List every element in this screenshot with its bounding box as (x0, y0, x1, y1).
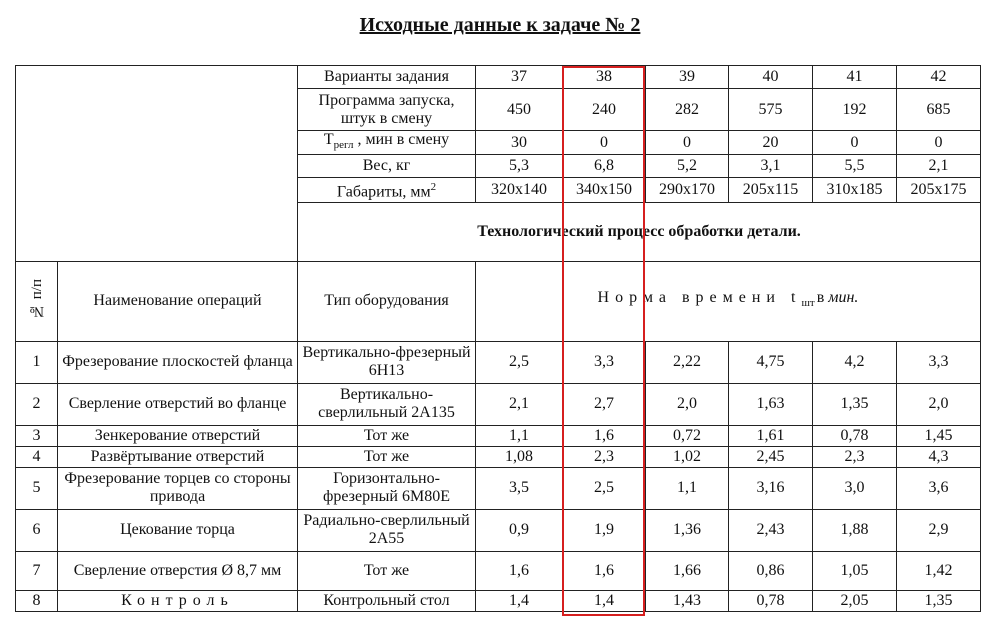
num-header (16, 261, 58, 341)
operation-row (16, 467, 981, 509)
equipment-type: Вертикально-сверлильный 2А135 (298, 383, 476, 425)
variants-label: Варианты задания (298, 66, 476, 89)
norm-header-suffix: в (816, 289, 825, 307)
time-norm-value: 1,6 (476, 551, 563, 590)
time-norm-value: 1,35 (897, 590, 981, 611)
operation-number: 5 (16, 467, 58, 509)
operation-row (16, 341, 981, 383)
time-norm-value: 4,2 (813, 341, 897, 383)
time-norm-value: 1,63 (729, 383, 813, 425)
time-norm-value: 3,16 (729, 467, 813, 509)
param-value: 5,3 (476, 155, 563, 178)
time-norm-value: 1,6 (563, 551, 646, 590)
time-norm-value: 2,5 (563, 467, 646, 509)
variants-row (16, 66, 981, 89)
param-value: 3,1 (729, 155, 813, 178)
param-value: 2,1 (897, 155, 981, 178)
empty-corner (16, 66, 298, 262)
variant-number: 41 (813, 66, 897, 89)
time-norm-value: 2,9 (897, 509, 981, 551)
equipment-type: Контрольный стол (298, 590, 476, 611)
param-value: 340x150 (563, 178, 646, 202)
norm-header (476, 261, 981, 341)
operation-number: 4 (16, 446, 58, 467)
time-norm-value: 4,3 (897, 446, 981, 467)
param-value: 685 (897, 89, 981, 131)
param-value: 6,8 (563, 155, 646, 178)
operation-number: 2 (16, 383, 58, 425)
param-value: 205x115 (729, 178, 813, 202)
time-norm-value: 1,66 (646, 551, 729, 590)
time-norm-value: 1,08 (476, 446, 563, 467)
equipment-type: Тот же (298, 425, 476, 446)
equipment-type: Вертикально-фрезерный 6Н13 (298, 341, 476, 383)
operation-number: 3 (16, 425, 58, 446)
time-norm-value: 1,02 (646, 446, 729, 467)
time-norm-value: 4,75 (729, 341, 813, 383)
time-norm-value: 2,3 (563, 446, 646, 467)
param-value: 5,2 (646, 155, 729, 178)
time-norm-value: 2,43 (729, 509, 813, 551)
operation-row (16, 590, 981, 611)
num-header-text: № п/п (28, 278, 45, 319)
process-title: Технологический процесс обработки детали. (298, 202, 981, 261)
operation-row (16, 383, 981, 425)
time-norm-value: 1,42 (897, 551, 981, 590)
equipment-header: Тип оборудования (298, 261, 476, 341)
param-value: 30 (476, 131, 563, 155)
operation-name: Развёртывание отверстий (58, 446, 298, 467)
time-norm-value: 0,9 (476, 509, 563, 551)
param-value: 290x170 (646, 178, 729, 202)
variant-number: 40 (729, 66, 813, 89)
variant-number: 42 (897, 66, 981, 89)
param-value: 240 (563, 89, 646, 131)
time-norm-value: 3,5 (476, 467, 563, 509)
param-value: 310x185 (813, 178, 897, 202)
equipment-type: Тот же (298, 446, 476, 467)
param-label: Вес, кг (298, 155, 476, 178)
time-norm-value: 1,1 (476, 425, 563, 446)
time-norm-value: 1,4 (476, 590, 563, 611)
time-norm-value: 2,45 (729, 446, 813, 467)
variant-number: 37 (476, 66, 563, 89)
operation-name: Фрезерование торцев со стороны привода (58, 467, 298, 509)
time-norm-value: 1,9 (563, 509, 646, 551)
equipment-type: Радиально-сверлильный 2А55 (298, 509, 476, 551)
equipment-type: Горизонтально-фрезерный 6М80Е (298, 467, 476, 509)
operation-name: Контроль (58, 590, 298, 611)
operation-name: Цекование торца (58, 509, 298, 551)
param-value: 0 (897, 131, 981, 155)
param-label: Программа запуска, штук в смену (298, 89, 476, 131)
param-value: 0 (563, 131, 646, 155)
time-norm-value: 2,3 (813, 446, 897, 467)
time-norm-value: 1,05 (813, 551, 897, 590)
param-value: 20 (729, 131, 813, 155)
time-norm-value: 0,78 (813, 425, 897, 446)
param-value: 282 (646, 89, 729, 131)
operation-row (16, 446, 981, 467)
page-title: Исходные данные к задаче № 2 (359, 14, 641, 36)
param-value: 192 (813, 89, 897, 131)
operation-row (16, 425, 981, 446)
variant-number: 38 (563, 66, 646, 89)
operation-number: 7 (16, 551, 58, 590)
operation-number: 1 (16, 341, 58, 383)
time-norm-value: 1,6 (563, 425, 646, 446)
operation-name: Сверление отверстия Ø 8,7 мм (58, 551, 298, 590)
param-value: 205x175 (897, 178, 981, 202)
param-value: 575 (729, 89, 813, 131)
param-label: $T_{регл}$ , мин в смену (298, 131, 476, 155)
time-norm-value: 1,61 (729, 425, 813, 446)
task-data-table (15, 65, 981, 612)
time-norm-value: 2,0 (646, 383, 729, 425)
operation-name: Сверление отверстий во фланце (58, 383, 298, 425)
operation-number: 6 (16, 509, 58, 551)
operation-header: Наименование операций (58, 261, 298, 341)
norm-header-unit: мин. (828, 289, 859, 307)
equipment-type: Тот же (298, 551, 476, 590)
time-norm-value: 1,45 (897, 425, 981, 446)
column-headers-row (16, 261, 981, 341)
time-norm-value: 0,86 (729, 551, 813, 590)
time-norm-value: 0,78 (729, 590, 813, 611)
time-norm-value: 1,35 (813, 383, 897, 425)
param-value: 450 (476, 89, 563, 131)
norm-header-text: Норма времени t (597, 289, 802, 307)
time-norm-value: 3,3 (897, 341, 981, 383)
time-norm-value: 0,72 (646, 425, 729, 446)
param-label: Габариты, $мм^2$ (298, 178, 476, 202)
time-norm-value: 3,3 (563, 341, 646, 383)
param-value: 0 (813, 131, 897, 155)
time-norm-value: 2,1 (476, 383, 563, 425)
time-norm-value: 2,05 (813, 590, 897, 611)
time-norm-value: 1,4 (563, 590, 646, 611)
operation-row (16, 509, 981, 551)
param-value: 0 (646, 131, 729, 155)
time-norm-value: 2,22 (646, 341, 729, 383)
operation-number: 8 (16, 590, 58, 611)
operation-row (16, 551, 981, 590)
param-value: 5,5 (813, 155, 897, 178)
param-value: 320x140 (476, 178, 563, 202)
variant-number: 39 (646, 66, 729, 89)
time-norm-value: 3,6 (897, 467, 981, 509)
time-norm-value: 2,0 (897, 383, 981, 425)
time-norm-value: 1,88 (813, 509, 897, 551)
operation-name: Зенкерование отверстий (58, 425, 298, 446)
norm-header-subscript: шт (801, 297, 815, 310)
time-norm-value: 1,36 (646, 509, 729, 551)
time-norm-value: 2,5 (476, 341, 563, 383)
operation-name: Фрезерование плоскостей фланца (58, 341, 298, 383)
time-norm-value: 1,43 (646, 590, 729, 611)
time-norm-value: 3,0 (813, 467, 897, 509)
time-norm-value: 1,1 (646, 467, 729, 509)
time-norm-value: 2,7 (563, 383, 646, 425)
